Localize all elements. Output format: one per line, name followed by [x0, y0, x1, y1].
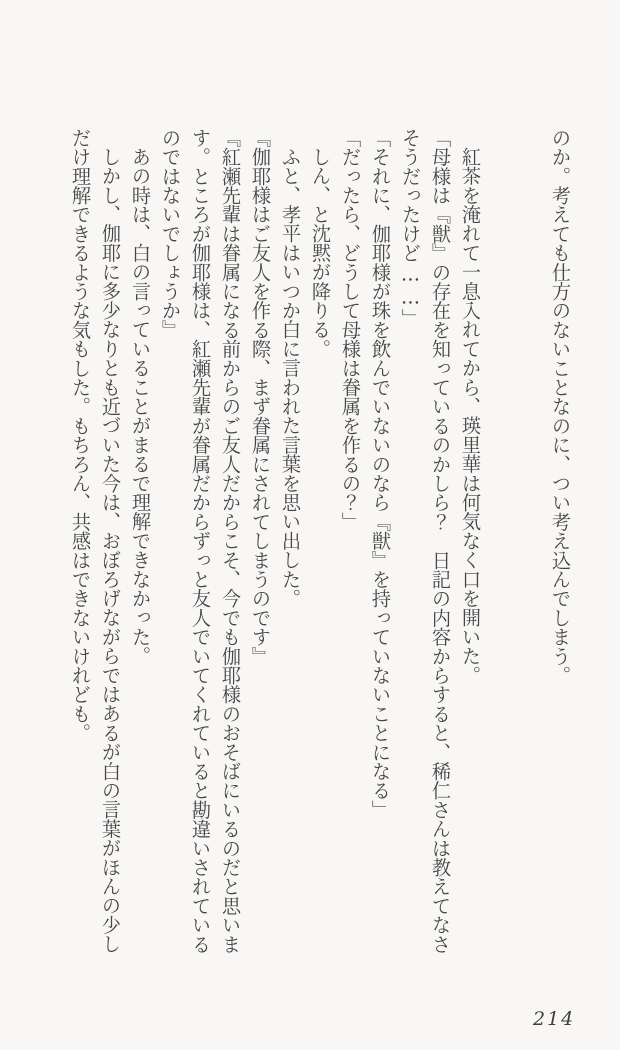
- paragraph-dialogue: 「それに、伽耶様が珠を飲んでいないのなら『獣』を持っていないことになる」: [369, 128, 392, 820]
- paragraph-dialogue: 「だったら、どうして母様は眷属を作るの？」: [339, 128, 362, 532]
- paragraph: のか。考えても仕方のないことなのに、つい考え込んでしまう。: [549, 128, 572, 685]
- paragraph-dialogue: 「母様は『獣』の存在を知っているのかしら？ 日記の内容からすると、稀仁さんは教えてなさそうだったけど……」: [399, 128, 452, 954]
- paragraph-quote: 『伽耶様はご友人を作る際、まず眷属にされてしまうのです』: [249, 128, 272, 666]
- page-number: 214: [533, 1008, 576, 1030]
- paragraph: あの時は、白の言っていることがまるで理解できなかった。: [129, 147, 152, 666]
- paragraph: しん、と沈黙が降りる。: [309, 147, 332, 359]
- paragraph: 紅茶を淹れて一息入れてから、瑛里華は何気なく口を開いた。: [459, 147, 482, 685]
- paragraph: しかし、伽耶に多少なりとも近づいた今は、おぼろげながらではあるが白の言葉がほんの少しだけ理解できるような気もした。もちろん、共感はできないけれども。: [69, 128, 122, 954]
- paragraph: ふと、孝平はいつか白に言われた言葉を思い出した。: [279, 147, 302, 608]
- page-text: [65, 128, 575, 954]
- paragraph-quote: 『紅瀬先輩は眷属になる前からのご友人だからこそ、今でも伽耶様のおそばにいるのだと思います。ところが伽耶様は、紅瀬先輩が眷属だからずっと友人でいてくれていると勘違いされているのではないでしょうか』: [159, 128, 242, 954]
